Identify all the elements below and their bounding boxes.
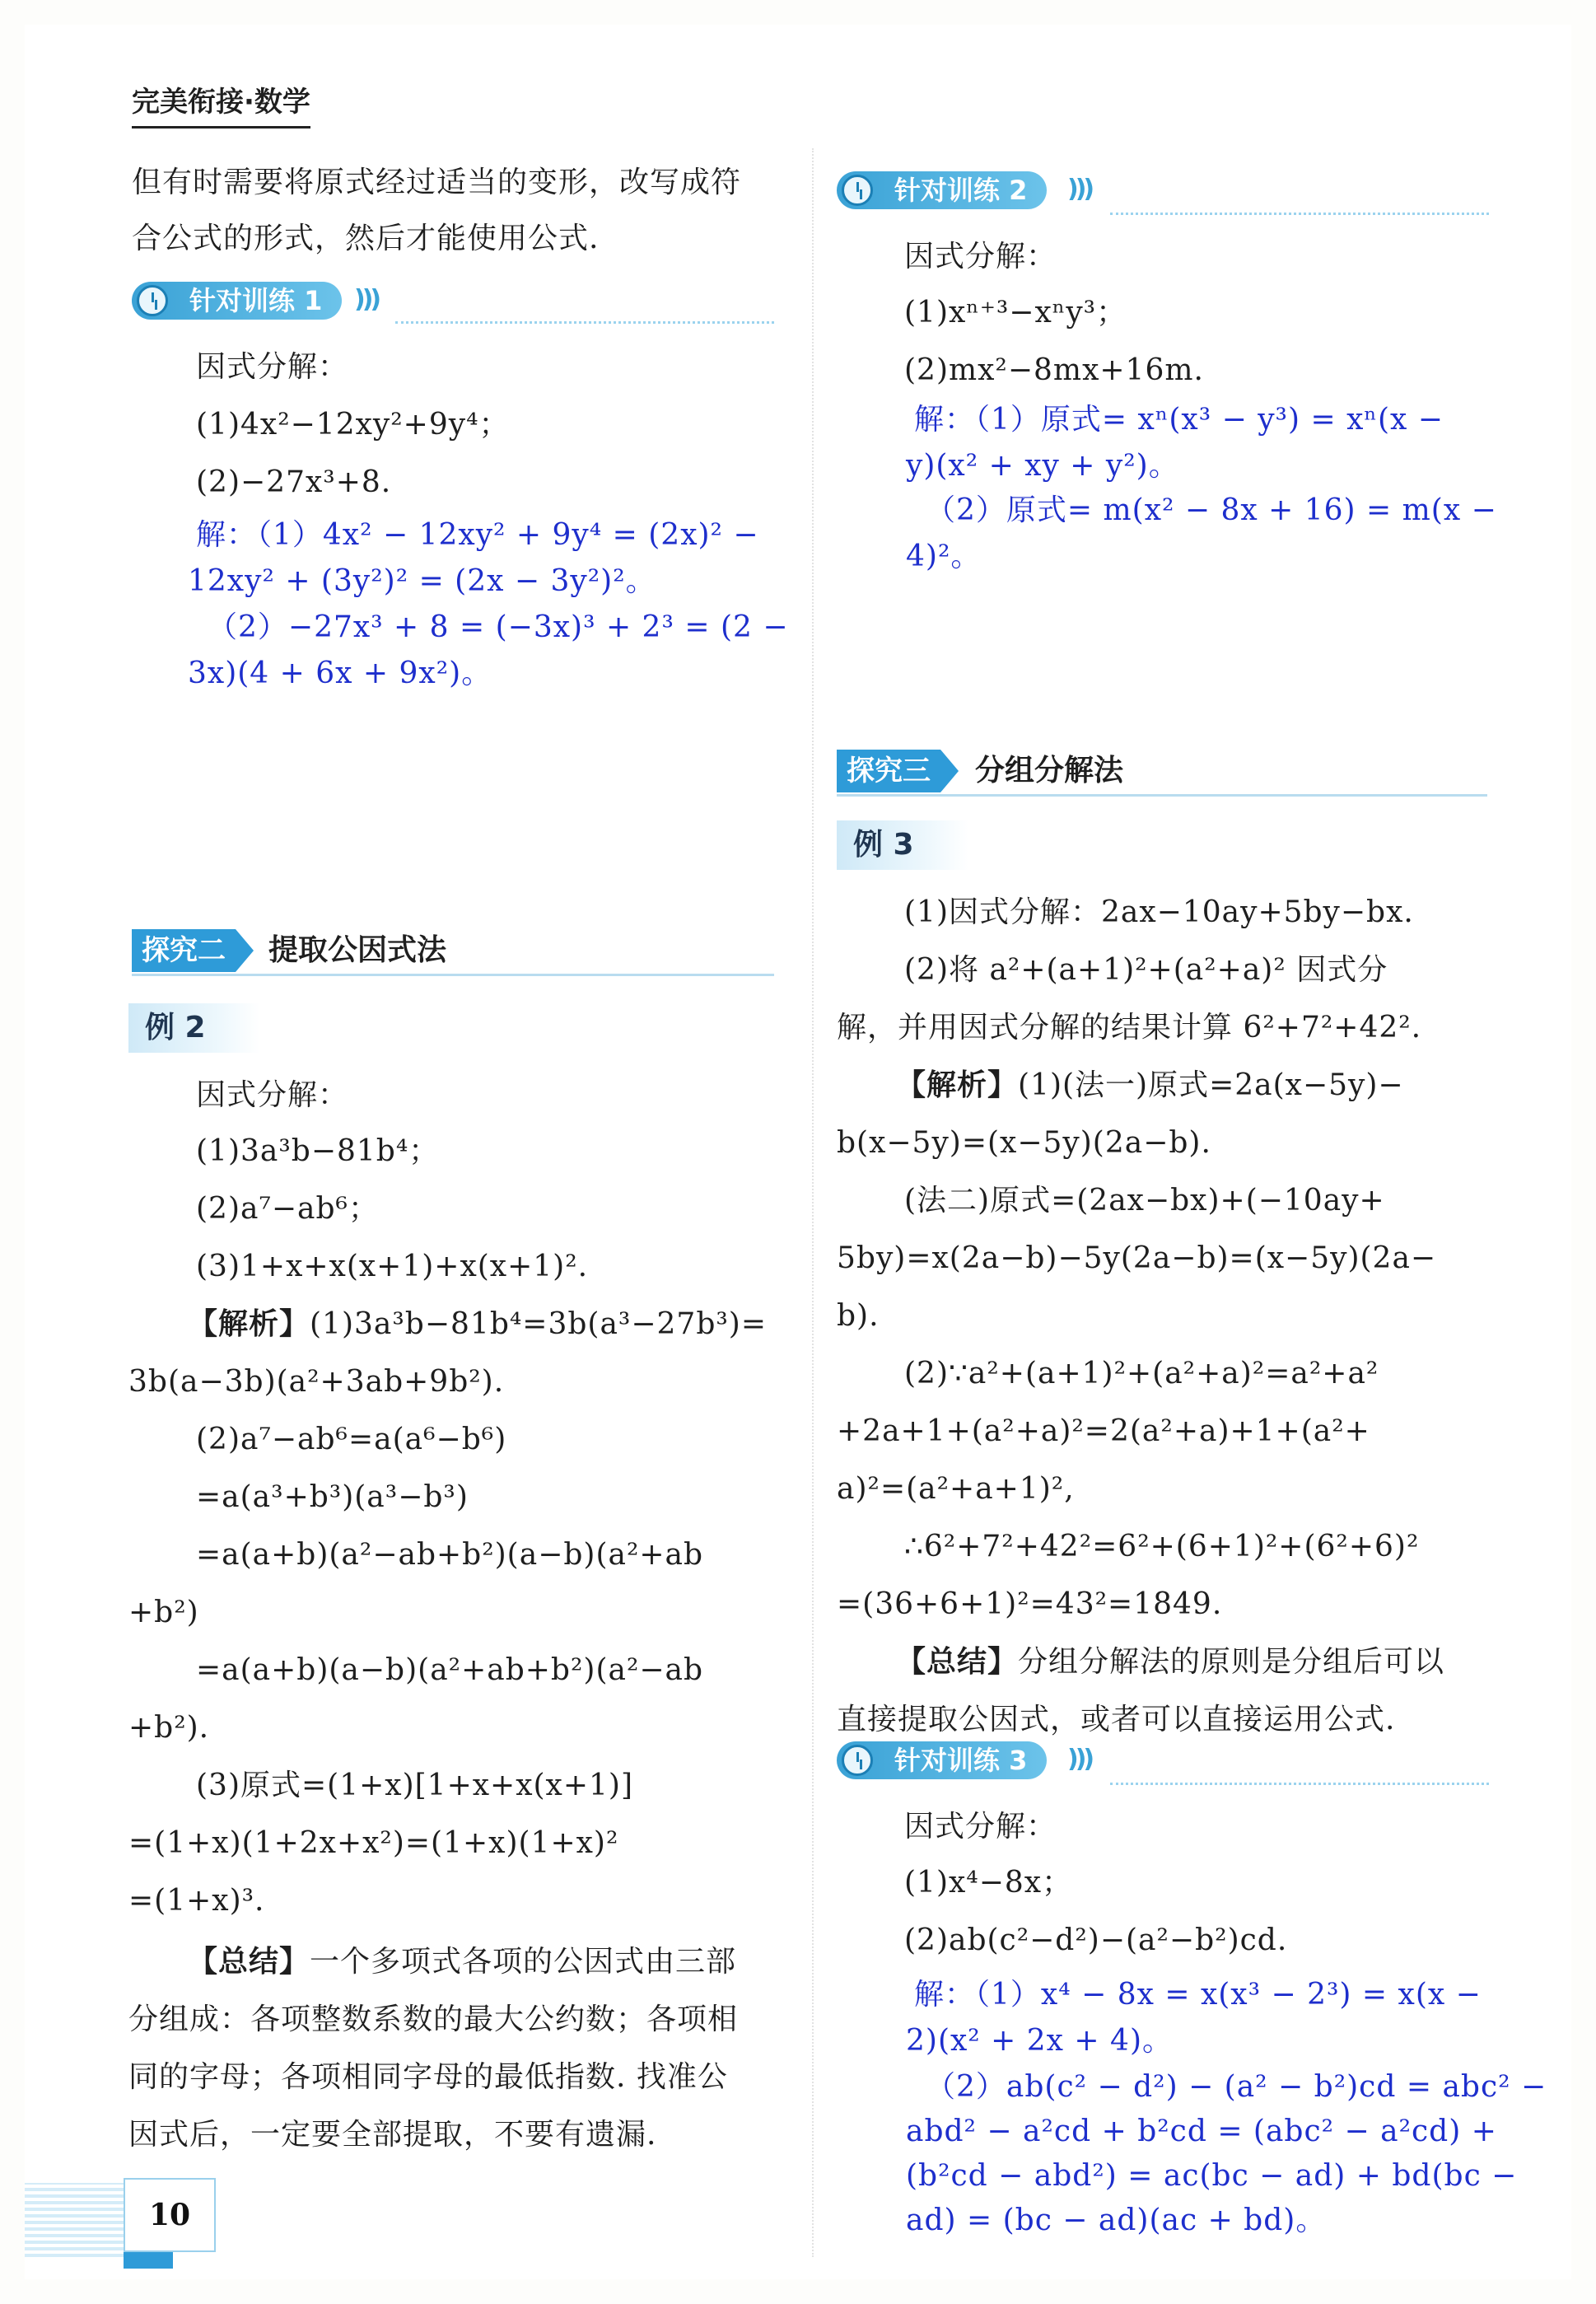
example-2-solution-6: +b²) [128, 1596, 199, 1629]
drill-2-answer-3: （2）原式= m(x² − 8x + 16) = m(x − [926, 493, 1497, 527]
section-3-rule [837, 794, 1487, 797]
drill-1-answer-2: 12xy² + (3y²)² = (2x − 3y²)²。 [188, 564, 656, 598]
drill-2-answer-4: 4)²。 [906, 540, 982, 573]
example-2-summary-4: 因式后，一定要全部提取，不要有遗漏. [128, 2118, 657, 2152]
drill-1-badge-label: 针对训练 1 [189, 285, 323, 316]
solution-tag: 【解析】 [188, 1307, 310, 1341]
drill-2-q1: (1)xⁿ⁺³−xⁿy³； [904, 296, 1127, 329]
page-number-bar [124, 2252, 173, 2269]
example-3-solution-5: b). [837, 1299, 880, 1333]
example-2-summary-2: 分组成：各项整数系数的最大公约数；各项相 [128, 2003, 739, 2036]
example-3-solution-1 [896, 1068, 1404, 1104]
drill-2-prompt: 因式分解： [904, 240, 1057, 273]
section-2-rule [132, 974, 774, 976]
sound-waves-icon: ))) [1067, 1745, 1092, 1774]
drill-2-answer-2: y)(x² + xy + y²)。 [906, 449, 1179, 483]
example-3-solution-2: b(x−5y)=(x−5y)(2a−b). [837, 1126, 1211, 1160]
summary-text: 一个多项式各项的公因式由三部 [310, 1945, 737, 1979]
drill-2-q2: (2)mx²−8mx+16m. [904, 353, 1204, 387]
example-3-solution-7: +2a+1+(a²+a)²=2(a²+a)+1+(a²+ [837, 1414, 1370, 1448]
example-2-solution-7: =a(a+b)(a−b)(a²+ab+b²)(a²−ab [196, 1653, 704, 1687]
example-3-solution-8: a)²=(a²+a+1)², [837, 1472, 1075, 1506]
drill-3-answer-1: 解：（1）x⁴ − 8x = x(x³ − 2³) = x(x − [914, 1978, 1482, 2012]
example-2-solution-8: +b²). [128, 1711, 210, 1745]
drill-3-answer-4: abd² − a²cd + b²cd = (abc² − a²cd) + [906, 2115, 1497, 2148]
page-number: 10 [124, 2178, 216, 2252]
example-3-solution-6: (2)∵a²+(a+1)²+(a²+a)²=a²+a² [904, 1357, 1379, 1390]
section-3-title: 分组分解法 [975, 754, 1124, 787]
alarm-clock-icon [842, 175, 873, 206]
drill-1-answer-3: （2）−27x³ + 8 = (−3x)³ + 2³ = (2 − [208, 610, 789, 644]
drill-1-q2: (2)−27x³+8. [196, 465, 392, 499]
summary-tag: 【总结】 [896, 1645, 1019, 1679]
section-2-tag: 探究二 [132, 929, 236, 972]
intro-line-1: 但有时需要将原式经过适当的变形，改写成符 [132, 166, 742, 199]
section-2-title: 提取公因式法 [268, 933, 447, 967]
alarm-clock-icon [137, 285, 168, 316]
example-3-q1: (1)因式分解：2ax−10ay+5by−bx. [904, 895, 1414, 929]
example-2-solution-4: =a(a³+b³)(a³−b³) [196, 1480, 469, 1514]
example-3-summary-1 [896, 1644, 1444, 1680]
example-2-summary-1 [188, 1944, 736, 1980]
drill-3-badge [837, 1741, 1047, 1779]
page-number-stripes [25, 2183, 124, 2257]
example-2-q1: (1)3a³b−81b⁴； [196, 1134, 440, 1168]
solution-tag: 【解析】 [896, 1068, 1019, 1102]
example-2-solution-2: 3b(a−3b)(a²+3ab+9b²). [128, 1365, 505, 1399]
dotted-rule [395, 321, 774, 324]
drill-1-answer-4: 3x)(4 + 6x + 9x²)。 [188, 657, 492, 690]
example-2-solution-1 [188, 1306, 767, 1343]
drill-1-q1: (1)4x²−12xy²+9y⁴； [196, 408, 510, 442]
example-3-label: 例 3 [837, 820, 968, 870]
example-3-q2b: 解，并用因式分解的结果计算 6²+7²+42². [837, 1011, 1422, 1045]
drill-1-answer-1: 解：（1）4x² − 12xy² + 9y⁴ = (2x)² − [196, 518, 759, 552]
example-2-summary-3: 同的字母；各项相同字母的最低指数. 找准公 [128, 2060, 728, 2094]
example-2-q3: (3)1+x+x(x+1)+x(x+1)². [196, 1250, 589, 1283]
example-3-solution-3: (法二)原式=(2ax−bx)+(−10ay+ [904, 1184, 1385, 1217]
drill-3-q2: (2)ab(c²−d²)−(a²−b²)cd. [904, 1923, 1288, 1957]
drill-2-answer-1: 解：（1）原式= xⁿ(x³ − y³) = xⁿ(x − [914, 403, 1444, 437]
section-3-tag: 探究三 [837, 750, 940, 792]
drill-3-answer-6: ad) = (bc − ad)(ac + bd)。 [906, 2204, 1327, 2237]
drill-3-answer-2: 2)(x² + 2x + 4)。 [906, 2024, 1173, 2058]
example-2-q2: (2)a⁷−ab⁶； [196, 1192, 379, 1226]
example-2-solution-10: =(1+x)(1+2x+x²)=(1+x)(1+x)² [128, 1826, 619, 1860]
sound-waves-icon: ))) [1067, 175, 1092, 203]
drill-3-answer-5: (b²cd − abd²) = ac(bc − ad) + bd(bc − [906, 2159, 1518, 2193]
dotted-rule [1110, 213, 1489, 215]
drill-3-badge-label: 针对训练 3 [894, 1745, 1028, 1776]
drill-3-answer-3: （2）ab(c² − d²) − (a² − b²)cd = abc² − [926, 2070, 1547, 2104]
example-2-label: 例 2 [128, 1003, 260, 1053]
solution-text: (1)3a³b−81b⁴=3b(a³−27b³)= [310, 1307, 768, 1341]
intro-line-2: 合公式的形式，然后才能使用公式. [132, 222, 600, 255]
example-2-solution-3: (2)a⁷−ab⁶=a(a⁶−b⁶) [196, 1423, 507, 1456]
example-2-solution-5: =a(a+b)(a²−ab+b²)(a−b)(a²+ab [196, 1538, 704, 1572]
drill-3-prompt: 因式分解： [904, 1810, 1057, 1844]
example-3-summary-2: 直接提取公因式，或者可以直接运用公式. [837, 1703, 1396, 1736]
example-3-q2a: (2)将 a²+(a+1)²+(a²+a)² 因式分 [904, 953, 1388, 987]
column-divider [812, 148, 814, 2257]
alarm-clock-icon [842, 1745, 873, 1776]
example-3-solution-9: ∴6²+7²+42²=6²+(6+1)²+(6²+6)² [904, 1530, 1420, 1563]
example-2-solution-11: =(1+x)³. [128, 1884, 265, 1918]
summary-tag: 【总结】 [188, 1945, 310, 1979]
dotted-rule [1110, 1783, 1489, 1785]
drill-2-badge-label: 针对训练 2 [894, 175, 1028, 206]
drill-1-badge [132, 282, 342, 320]
example-3-solution-4: 5by)=x(2a−b)−5y(2a−b)=(x−5y)(2a− [837, 1241, 1437, 1275]
example-3-solution-10: =(36+6+1)²=43²=1849. [837, 1587, 1223, 1621]
drill-3-q1: (1)x⁴−8x； [904, 1866, 1073, 1900]
drill-2-badge [837, 171, 1047, 209]
example-2-prompt: 因式分解： [196, 1078, 349, 1112]
page-header: 完美衔接·数学 [132, 79, 310, 129]
sound-waves-icon: ))) [354, 285, 379, 314]
example-2-solution-9: (3)原式=(1+x)[1+x+x(x+1)] [196, 1769, 634, 1802]
solution-text: (1)(法一)原式=2a(x−5y)− [1018, 1068, 1404, 1102]
summary-text: 分组分解法的原则是分组后可以 [1018, 1645, 1445, 1679]
drill-1-prompt: 因式分解： [196, 350, 349, 384]
